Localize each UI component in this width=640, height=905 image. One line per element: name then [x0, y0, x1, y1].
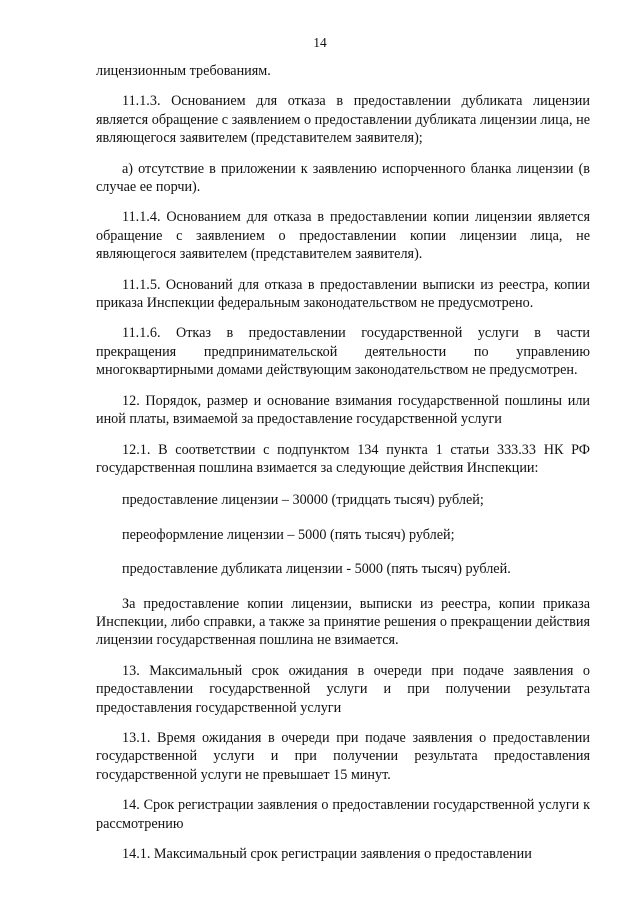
- paragraph-11-1-6: 11.1.6. Отказ в предоставлении государственной услуги в части прекращения предпринимательской деятельности по управлению многоквартирными домами действующим законодательством не предусмотрен.: [96, 325, 590, 379]
- section-heading-13: 13. Максимальный срок ожидания в очереди при подаче заявления о предоставлении государственной услуги и при получении результата предоставления государственной услуги: [96, 662, 590, 716]
- document-body: [96, 62, 590, 875]
- paragraph-14-1: 14.1. Максимальный срок регистрации заявления о предоставлении: [122, 846, 532, 862]
- paragraph-11-1-4: 11.1.4. Основанием для отказа в предоставлении копии лицензии является обращение с заявлением о предоставлении копии лицензии лица, не являющегося заявителем (представителем заявителя).: [96, 209, 590, 263]
- fee-item-reissue: переоформление лицензии – 5000 (пять тысяч) рублей;: [122, 526, 455, 543]
- paragraph-12-1: 12.1. В соответствии с подпунктом 134 пункта 1 статьи 333.33 НК РФ государственная пошлина взимается за следующие действия Инспекции:: [96, 441, 590, 476]
- fee-item-license: предоставление лицензии – 30000 (тридцать тысяч) рублей;: [122, 492, 484, 509]
- paragraph-13-1: 13.1. Время ожидания в очереди при подаче заявления о предоставлении государственной услуги и при получении результата предоставления государственной услуги не превышает 15 минут.: [96, 729, 590, 783]
- section-heading-14: 14. Срок регистрации заявления о предоставлении государственной услуги к рассмотрению: [96, 797, 590, 832]
- paragraph-11-1-3: 11.1.3. Основанием для отказа в предоставлении дубликата лицензии является обращение с заявлением о предоставлении дубликата лицензии лица, не являющегося заявителем (представителем заявителя);: [96, 93, 590, 147]
- fee-item-duplicate: предоставление дубликата лицензии - 5000 (пять тысяч) рублей.: [122, 561, 511, 578]
- paragraph-continuation: лицензионным требованиям.: [96, 63, 271, 79]
- section-heading-12: 12. Порядок, размер и основание взимания государственной пошлины или иной платы, взимаемой за предоставление государственной услуги: [96, 392, 590, 428]
- paragraph-11-1-5: 11.1.5. Оснований для отказа в предоставлении выписки из реестра, копии приказа Инспекции федеральным законодательством не предусмотрено.: [96, 276, 590, 312]
- paragraph-11-1-3-a: а) отсутствие в приложении к заявлению испорченного бланка лицензии (в случае ее порчи).: [96, 160, 590, 196]
- paragraph-fee-exemption: За предоставление копии лицензии, выписки из реестра, копии приказа Инспекции, либо справки, а также за принятие решения о прекращении действия лицензии государственная пошлина не взимается.: [96, 595, 590, 649]
- page-number: 14: [313, 35, 327, 50]
